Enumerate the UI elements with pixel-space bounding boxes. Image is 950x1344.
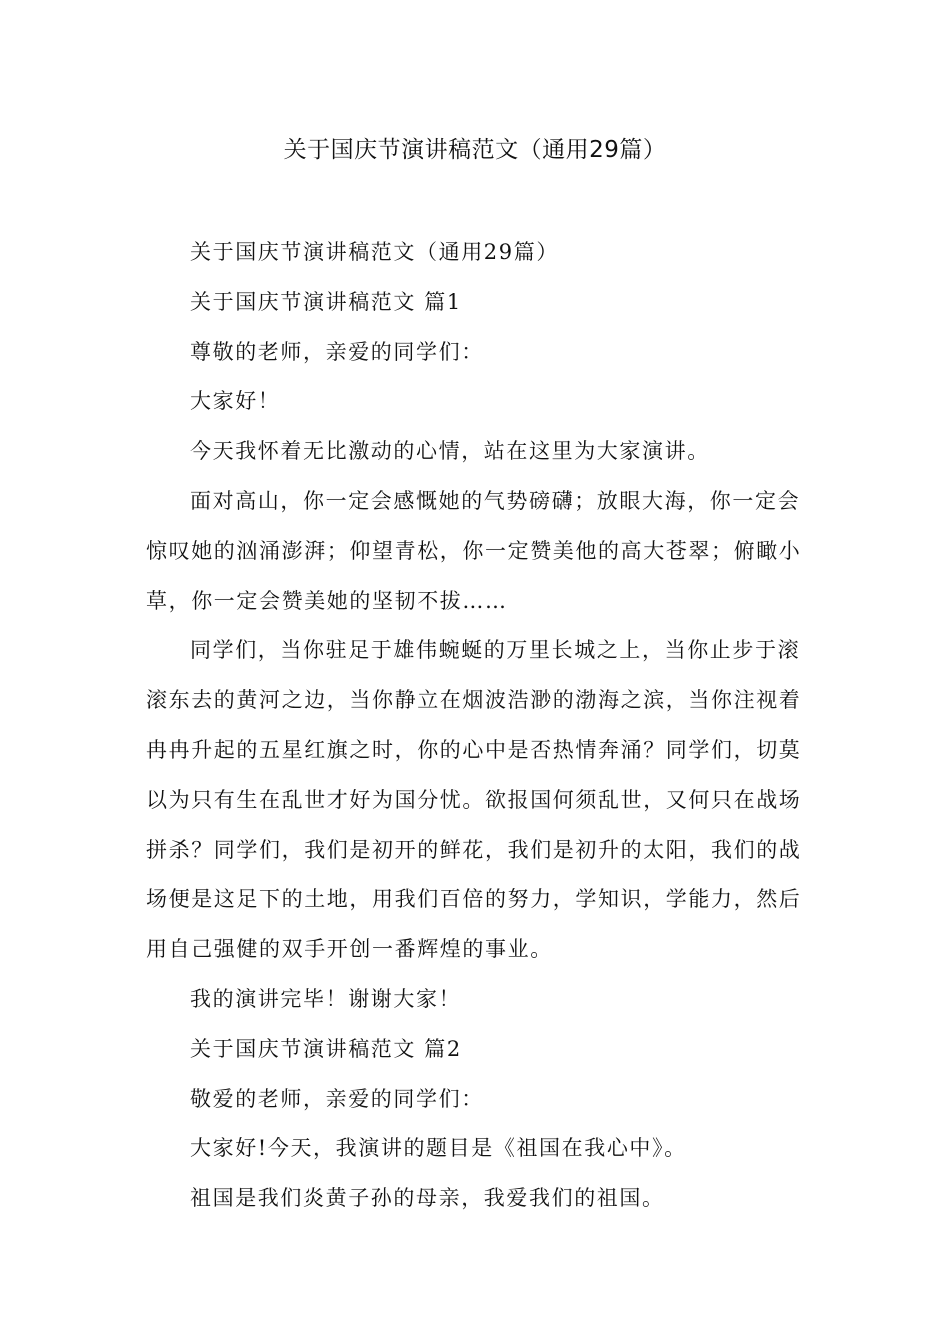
paragraph-subtitle: 关于国庆节演讲稿范文（通用29篇） xyxy=(190,240,559,264)
paragraph-salutation-1: 尊敬的老师，亲爱的同学们： xyxy=(190,339,484,364)
paragraph-heading-1: 关于国庆节演讲稿范文 篇1 xyxy=(190,289,462,314)
paragraph-greeting-1: 大家好！ xyxy=(190,389,281,414)
document-body xyxy=(146,228,806,1224)
paragraph-classmates: 同学们，当你驻足于雄伟蜿蜒的万里长城之上，当你止步于滚滚东去的黄河之边，当你静立在烟波浩渺的渤海之滨，当你注视着冉冉升起的五星红旗之时，你的心中是否热情奔涌？同学们，切莫以为只有生在乱世才好为国分忧。欲报国何须乱世，又何只在战场拼杀？同学们，我们是初开的鲜花，我们是初升的太阳，我们的战场便是这足下的土地，用我们百倍的努力，学知识，学能力，然后用自己强健的双手开创一番辉煌的事业。 xyxy=(146,638,802,962)
paragraph-heading-2: 关于国庆节演讲稿范文 篇2 xyxy=(190,1036,462,1061)
document-title: 关于国庆节演讲稿范文（通用29篇） xyxy=(283,137,667,163)
paragraph-motherland: 祖国是我们炎黄子孙的母亲，我爱我们的祖国。 xyxy=(190,1186,665,1211)
paragraph-greeting-2: 大家好!今天，我演讲的题目是《祖国在我心中》。 xyxy=(190,1136,687,1161)
paragraph-salutation-2: 敬爱的老师，亲爱的同学们： xyxy=(190,1086,484,1111)
paragraph-closing-1: 我的演讲完毕！谢谢大家！ xyxy=(190,986,462,1011)
paragraph-intro: 今天我怀着无比激动的心情，站在这里为大家演讲。 xyxy=(190,439,710,464)
paragraph-nature: 面对高山，你一定会感慨她的气势磅礴；放眼大海，你一定会惊叹她的汹涌澎湃；仰望青松，你一定赞美他的高大苍翠；俯瞰小草，你一定会赞美她的坚韧不拔…… xyxy=(146,488,802,613)
